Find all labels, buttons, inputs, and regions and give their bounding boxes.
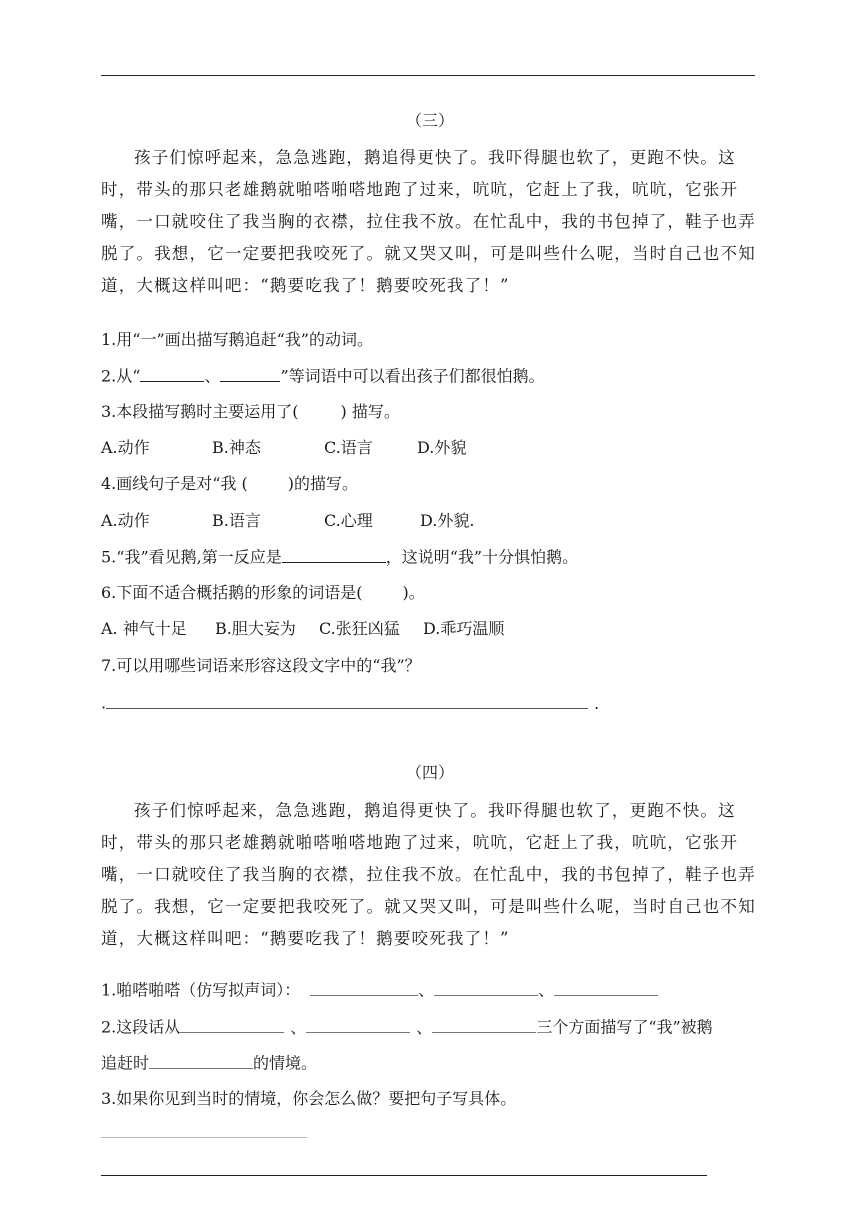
q2-cont-prefix: 追赶时 xyxy=(101,1053,150,1073)
q3-prefix: 3.本段描写鹅时主要运用了( xyxy=(101,402,299,421)
q4-prefix: 4.画线句子是对“我 ( xyxy=(101,474,248,493)
top-rule xyxy=(101,75,755,76)
s4-question-2 xyxy=(101,1014,713,1038)
answer-blank-2[interactable] xyxy=(434,977,538,996)
option-a[interactable]: A.动作 xyxy=(101,511,150,530)
q2-cont-suffix: 的情境。 xyxy=(253,1053,318,1073)
s3-question-7: 7.可以用哪些词语来形容这段文字中的“我”？ xyxy=(101,656,421,675)
option-b[interactable]: B.语言 xyxy=(212,511,261,530)
section-3-title: （三） xyxy=(405,111,454,130)
option-d[interactable]: D.外貌. xyxy=(420,511,475,530)
q6-suffix: )。 xyxy=(402,583,425,602)
q2-prefix: 2.从“ xyxy=(101,366,141,386)
answer-blank[interactable] xyxy=(149,1050,253,1069)
q3-suffix: ) 描写。 xyxy=(340,402,400,421)
answer-blank-2[interactable] xyxy=(220,363,280,382)
s4-question-3: 3.如果你见到当时的情境，你会怎么做？要把句子写具体。 xyxy=(101,1089,517,1108)
s4-answer-line[interactable] xyxy=(101,1137,307,1138)
answer-dot-left: . xyxy=(101,693,107,713)
s4-question-2-cont xyxy=(101,1050,317,1074)
option-c[interactable]: C.语言 xyxy=(324,438,373,457)
s3-question-3 xyxy=(101,399,400,422)
section-4-passage xyxy=(101,795,761,955)
option-c[interactable]: C.心理 xyxy=(324,511,373,530)
q5-suffix: ，这说明“我”十分惧怕鹅。 xyxy=(385,547,579,567)
q2-sep: 、 xyxy=(416,1017,433,1037)
answer-blank-1[interactable] xyxy=(180,1014,284,1033)
passage-text: 孩子们惊呼起来，急急逃跑，鹅追得更快了。我吓得腿也软了，更跑不快。这时，带头的那只老雄鹅就啪嗒啪嗒地跑了过来，吭吭，它赶上了我，吭吭，它张开嘴，一口就咬住了我当胸的衣襟，拉住我不放。在忙乱中，我的书包掉了，鞋子也弄脱了。我想，它一定要把我咬死了。就又哭又叫，可是叫些什么呢，当时自己也不知道，大概这样叫吧：“鹅要吃我了！鹅要咬死我了！” xyxy=(101,801,756,948)
q2-sep: 、 xyxy=(204,366,221,386)
s3-question-1: 1.用“一”画出描写鹅追赶“我”的动词。 xyxy=(101,330,373,349)
q2-suffix: ”等词语中可以看出孩子们都很怕鹅。 xyxy=(280,366,545,386)
answer-line[interactable] xyxy=(106,690,588,709)
answer-blank-3[interactable] xyxy=(554,977,658,996)
option-d[interactable]: D.乖巧温顺 xyxy=(423,619,505,638)
s3-question-4 xyxy=(101,471,358,494)
answer-blank-3[interactable] xyxy=(432,1014,536,1033)
option-a[interactable]: A.动作 xyxy=(101,438,150,457)
q6-prefix: 6.下面不适合概括鹅的形象的词语是( xyxy=(101,583,363,602)
s4-question-1 xyxy=(101,977,658,1001)
section-4-title: （四） xyxy=(405,763,454,782)
option-b[interactable]: B.神态 xyxy=(212,438,261,457)
option-d[interactable]: D.外貌 xyxy=(417,438,467,457)
s3-question-5 xyxy=(101,544,578,568)
q2-suffix: 三个方面描写了“我”被鹅 xyxy=(536,1017,713,1037)
s3-answer-line xyxy=(101,690,599,713)
answer-blank-2[interactable] xyxy=(306,1014,410,1033)
q5-prefix: 5.“我”看见鹅,第一反应是 xyxy=(101,547,282,567)
q1-sep: 、 xyxy=(418,980,435,1000)
s3-question-6 xyxy=(101,580,425,603)
option-b[interactable]: B.胆大妄为 xyxy=(215,619,296,638)
q2-sep: 、 xyxy=(290,1017,307,1037)
q2-prefix: 2.这段话从 xyxy=(101,1017,181,1037)
s3-question-3-options xyxy=(101,435,466,458)
answer-dot-right: . xyxy=(594,693,600,713)
answer-blank-1[interactable] xyxy=(140,363,204,382)
answer-blank-1[interactable] xyxy=(310,977,418,996)
q1-prefix: 1.啪嗒啪嗒（仿写拟声词）： xyxy=(101,980,301,1000)
bottom-rule xyxy=(101,1175,707,1176)
s3-question-2 xyxy=(101,363,545,387)
answer-blank[interactable] xyxy=(282,544,386,563)
passage-text: 孩子们惊呼起来，急急逃跑，鹅追得更快了。我吓得腿也软了，更跑不快。这时，带头的那只老雄鹅就啪嗒啪嗒地跑了过来，吭吭，它赶上了我，吭吭，它张开嘴，一口就咬住了我当胸的衣襟，拉住我不放。在忙乱中，我的书包掉了，鞋子也弄脱了。我想，它一定要把我咬死了。就又哭又叫，可是叫些什么呢，当时自己也不知道，大概这样叫吧：“鹅要吃我了！鹅要咬死我了！” xyxy=(101,148,756,295)
s3-question-4-options xyxy=(101,508,474,531)
option-a[interactable]: A. 神气十足 xyxy=(101,619,187,638)
option-c[interactable]: C.张狂凶猛 xyxy=(319,619,400,638)
q1-sep: 、 xyxy=(538,980,555,1000)
q4-suffix: )的描写。 xyxy=(287,474,359,493)
section-3-passage xyxy=(101,142,761,302)
s3-question-6-options xyxy=(101,616,504,639)
